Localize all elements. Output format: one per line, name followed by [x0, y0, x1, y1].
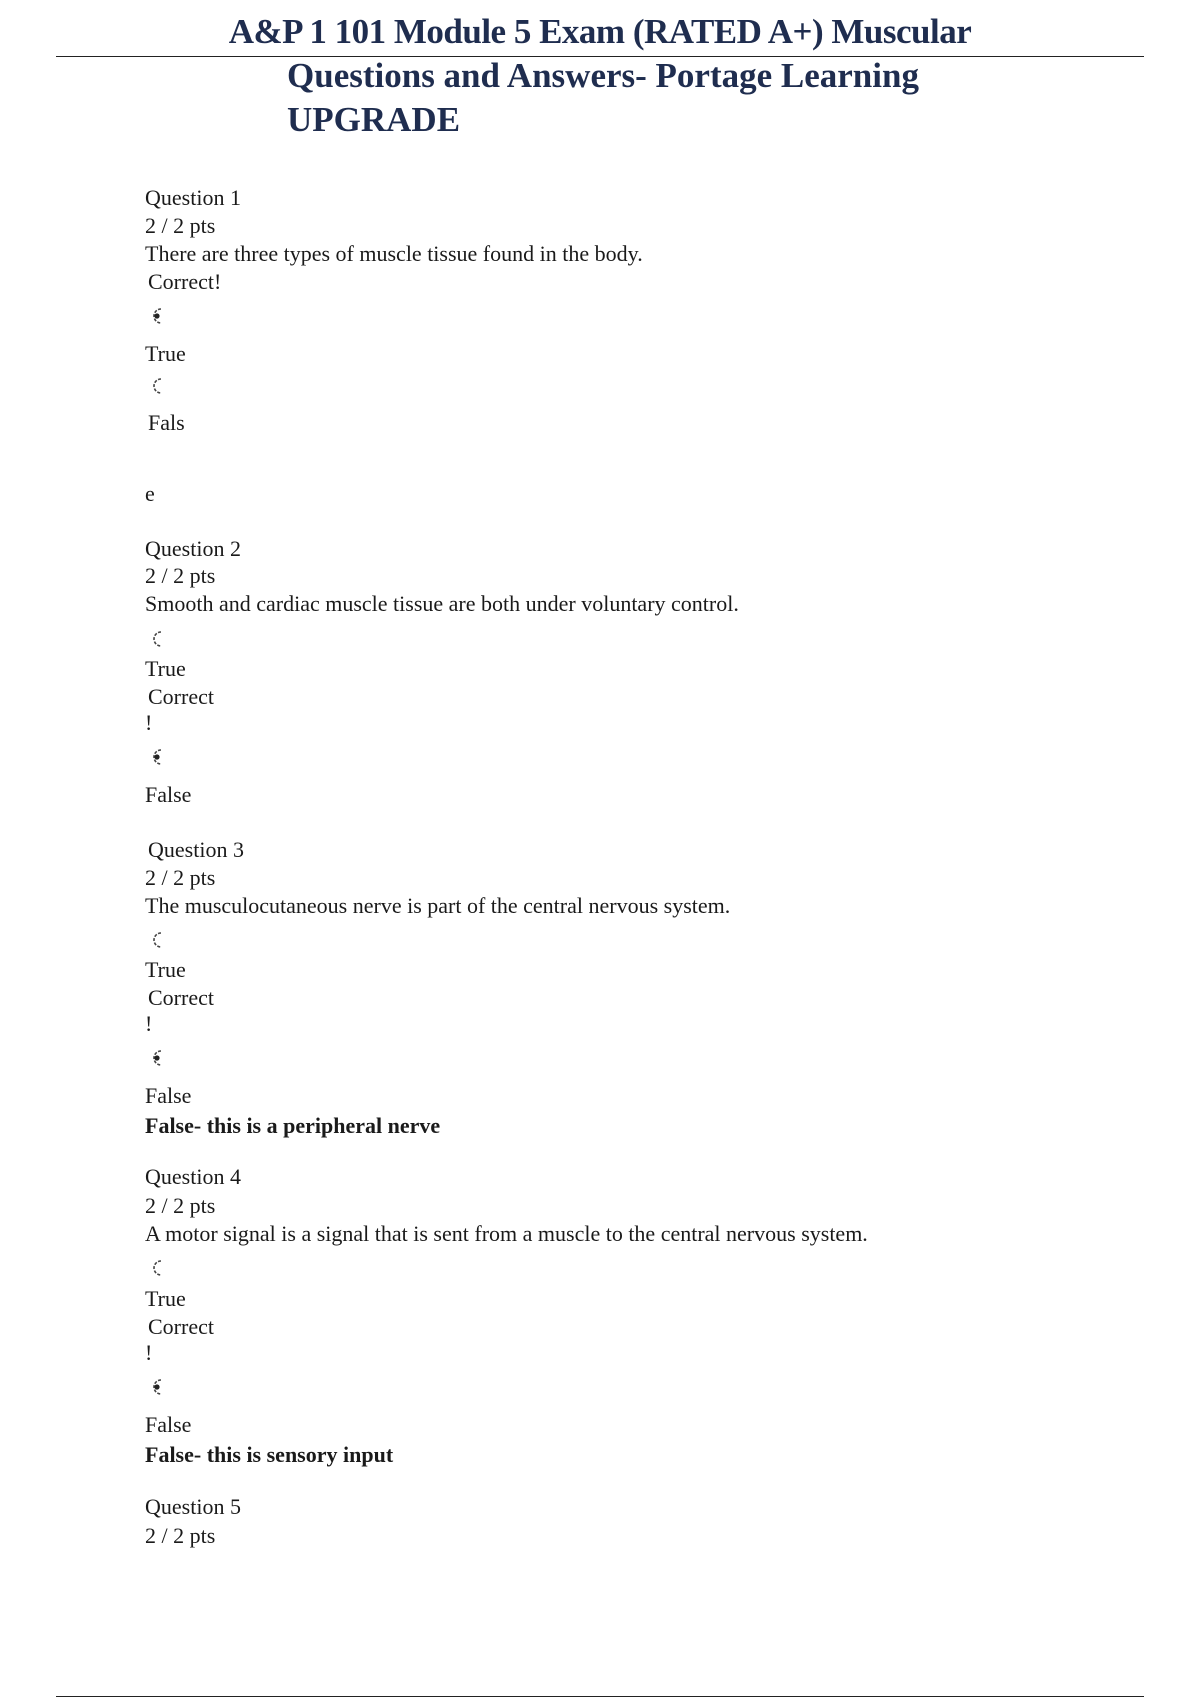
question-4-correct-mark: !: [145, 1340, 153, 1365]
question-1-option-false-part1: Fals: [148, 410, 185, 435]
question-2-option-false: False: [145, 782, 192, 807]
question-5-label: Question 5: [145, 1494, 241, 1519]
radio-selected-icon[interactable]: [147, 305, 167, 327]
question-1-option-true: True: [145, 341, 186, 366]
question-5-points: 2 / 2 pts: [145, 1523, 216, 1548]
question-4-label: Question 4: [145, 1164, 241, 1189]
document-title-line-2: Questions and Answers- Portage Learning: [287, 56, 919, 95]
question-2-correct-mark: !: [145, 710, 153, 735]
document-title-line-1: A&P 1 101 Module 5 Exam (RATED A+) Muscular: [228, 12, 972, 51]
document-title-line-3: UPGRADE: [287, 100, 461, 139]
radio-unselected-icon[interactable]: [147, 929, 167, 951]
radio-unselected-icon[interactable]: [147, 1257, 167, 1279]
radio-selected-icon[interactable]: [147, 1376, 167, 1398]
question-3-correct-mark: !: [145, 1011, 153, 1036]
question-3-points: 2 / 2 pts: [145, 865, 216, 890]
question-4-points: 2 / 2 pts: [145, 1193, 216, 1218]
question-2-text: Smooth and cardiac muscle tissue are both under voluntary control.: [145, 591, 739, 616]
question-1-text: There are three types of muscle tissue found in the body.: [145, 241, 643, 266]
question-3-correct-label: Correct: [148, 985, 214, 1010]
question-3-option-true: True: [145, 957, 186, 982]
question-2-correct-label: Correct: [148, 684, 214, 709]
question-4-explanation: False- this is sensory input: [145, 1442, 394, 1467]
radio-unselected-icon[interactable]: [147, 375, 167, 397]
question-3-text: The musculocutaneous nerve is part of the central nervous system.: [145, 893, 731, 918]
question-4-text: A motor signal is a signal that is sent from a muscle to the central nervous system.: [145, 1221, 868, 1246]
question-2-option-true: True: [145, 656, 186, 681]
question-1-points: 2 / 2 pts: [145, 213, 216, 238]
question-3-option-false: False: [145, 1083, 192, 1108]
question-2-label: Question 2: [145, 536, 241, 561]
radio-selected-icon[interactable]: [147, 746, 167, 768]
question-1-label: Question 1: [145, 185, 241, 210]
question-4-option-false: False: [145, 1412, 192, 1437]
question-4-correct-label: Correct: [148, 1314, 214, 1339]
question-1-option-false-part2: e: [145, 481, 155, 506]
radio-unselected-icon[interactable]: [147, 628, 167, 650]
question-3-label: Question 3: [148, 837, 244, 862]
question-1-correct-label: Correct!: [148, 269, 222, 294]
radio-selected-icon[interactable]: [147, 1047, 167, 1069]
question-3-explanation: False- this is a peripheral nerve: [145, 1113, 441, 1138]
footer-divider: [56, 1696, 1144, 1697]
question-2-points: 2 / 2 pts: [145, 563, 216, 588]
question-4-option-true: True: [145, 1286, 186, 1311]
